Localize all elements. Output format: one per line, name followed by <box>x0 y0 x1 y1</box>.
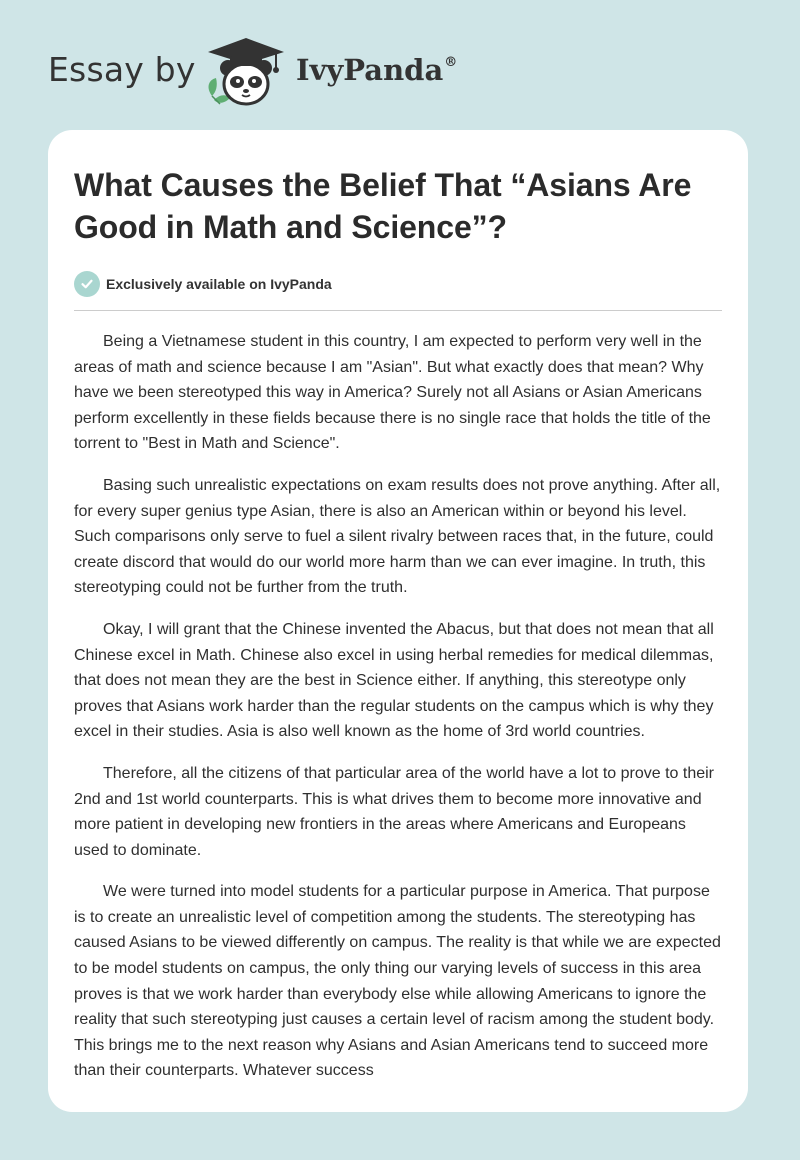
essay-card <box>48 130 748 1112</box>
title-divider <box>74 310 722 311</box>
essay-paragraph: We were turned into model students for a particular purpose in America. That purpose is to create an unrealistic level of competition among the students. The stereotyping has caused Asians to be viewed differently on campus. The reality is that while we are expected to be model students on campus, the only thing our varying levels of success in this area proves is that we work harder than everybody else while allowing Americans to ignore the reality that such stereotyping just causes a certain level of racism among the student body. This brings me to the next reason why Asians and Asian Americans tend to succeed more than their counterparts. Whatever success <box>74 883 721 1080</box>
panda-graduation-cap-logo[interactable] <box>198 34 294 110</box>
brand-name-text: IvyPanda <box>296 53 444 87</box>
essay-title: What Causes the Belief That “Asians Are Good in Math and Science”? <box>74 167 692 245</box>
essay-paragraph: Okay, I will grant that the Chinese invented the Abacus, but that does not mean that all Chinese excel in Math. Chinese also excel in using herbal remedies for medical dilemmas, that does not mean they are the best in Science either. If anything, this stereotype only proves that Asians work harder than the regular students on the campus which is why they excel in their studies. Asia is also well known as the home of 3rd world countries. <box>74 620 714 741</box>
essay-paragraph: Basing such unrealistic expectations on exam results does not prove anything. After all, for every super genius type Asian, there is also an American within or beyond his level. Such comparisons only serve to fuel a silent rivalry between races that, in the future, could create discord that would do our world more harm than we can ever imagine. In truth, this stereotyping could not be further from the truth. <box>74 476 721 597</box>
brand-name[interactable] <box>296 53 457 87</box>
registered-mark: ® <box>444 55 458 70</box>
site-header <box>0 0 800 120</box>
essay-paragraph: Being a Vietnamese student in this country, I am expected to perform very well in the areas of math and science because I am "Asian". But what exactly does that mean? Why have we been stereotyped this way in America? Surely not all Asians or Asian Americans perform excellently in these fields because there is no single race that holds the title of the torrent to "Best in Math and Science". <box>74 333 711 453</box>
essay-body <box>74 329 722 1084</box>
check-circle-icon <box>74 271 100 297</box>
exclusive-badge-label: Exclusively available on IvyPanda <box>106 276 332 292</box>
brand-prefix: Essay by <box>48 50 196 89</box>
exclusive-badge <box>74 270 722 298</box>
essay-paragraph: Therefore, all the citizens of that particular area of the world have a lot to prove to their 2nd and 1st world counterparts. This is what drives them to become more innovative and more patient in developing new frontiers in the areas where Americans and Europeans used to dominate. <box>74 764 714 859</box>
